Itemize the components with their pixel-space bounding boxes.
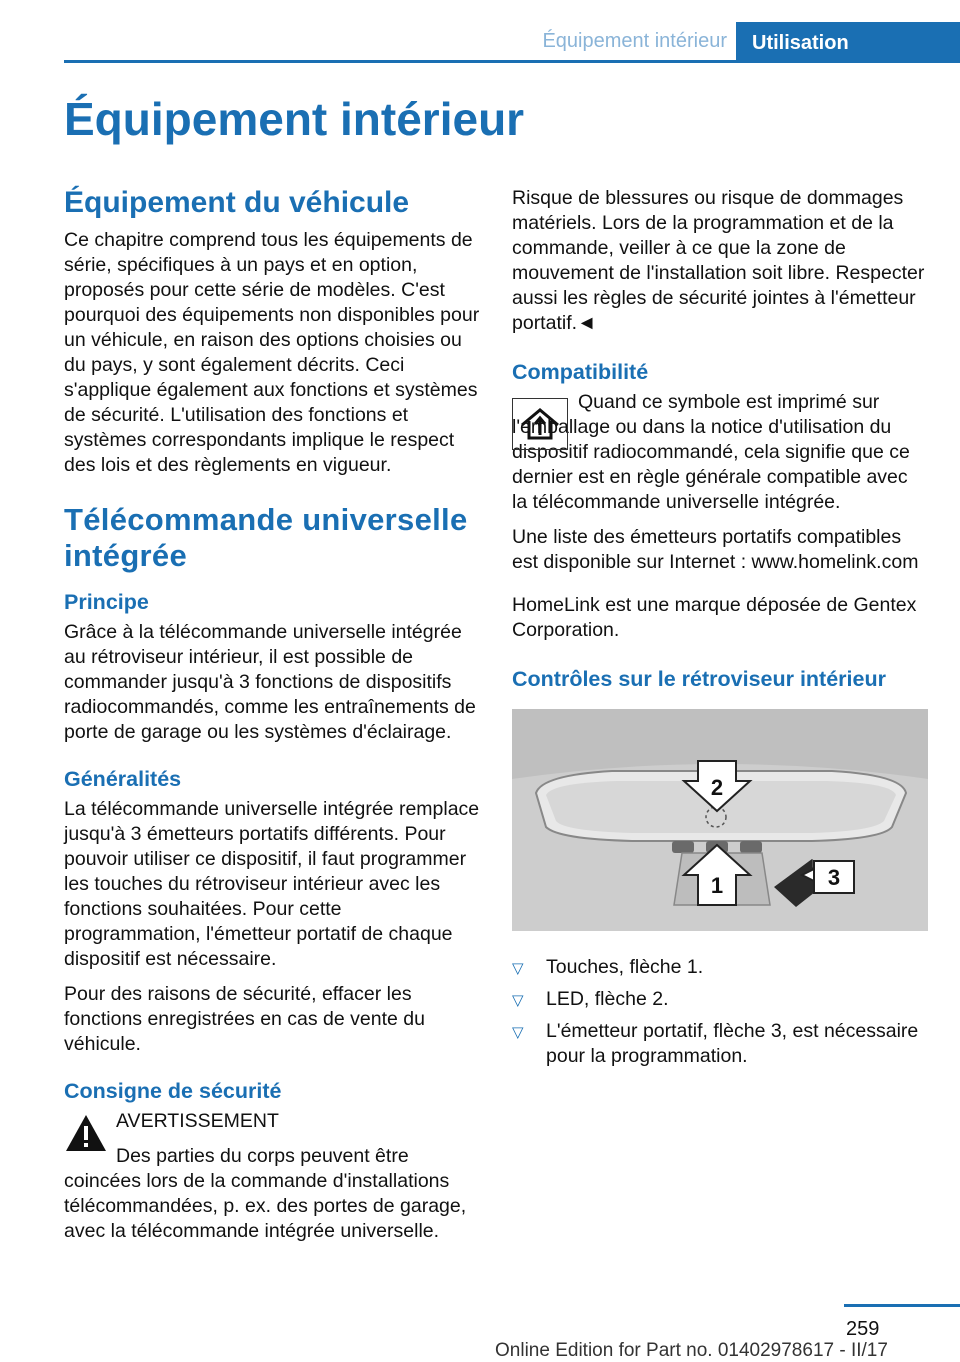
warning-text: Des parties du corps peuvent être coincées lors de la commande d'installations télécommandées, p. ex. des portes de garage, avec la télécommande intégrée universelle. (64, 1145, 467, 1242)
compat-list-text: Une liste des émetteurs portatifs compatibles est disponible sur Internet : www.homelink.com (512, 526, 919, 573)
compat-block (512, 390, 928, 515)
figure-label-1: 1 (710, 873, 724, 898)
trademark-text: HomeLink est une marque déposée de Gentex Corporation. (512, 594, 917, 641)
warning-continued-text: Risque de blessures ou risque de dommages matériels. Lors de la programmation et de la commande, veiller à ce que la zone de mouvement de l'installation soit libre. Respecter aussi les règles de sécurité jointes à l'émetteur portatif.◄ (512, 187, 925, 334)
controls-list (512, 955, 928, 1069)
principle-heading: Principe (64, 590, 149, 614)
general-text-2: Pour des raisons de sécurité, effacer les fonctions enregistrées en cas de vente du véhicule. (64, 983, 425, 1055)
warning-block (64, 1109, 480, 1134)
mirror-figure (512, 709, 928, 931)
warning-triangle-icon (64, 1113, 108, 1153)
page-number: 259 (846, 1318, 880, 1340)
compat-heading: Compatibilité (512, 360, 649, 384)
list-item (512, 987, 928, 1012)
header-section-tab: Équipement intérieur (542, 30, 727, 52)
header-rule (64, 60, 960, 63)
vehicle-equipment-heading: Équipement du véhicule (64, 186, 410, 219)
list-item-text: LED, flèche 2. (546, 988, 669, 1010)
list-item-text: Touches, flèche 1. (546, 956, 704, 978)
figure-label-2: 2 (710, 775, 724, 800)
list-item (512, 955, 928, 980)
general-text-1: La télécommande universelle intégrée remplace jusqu'à 3 émetteurs portatifs différents. Pour pouvoir utiliser ce dispositif, il faut programmer les touches du rétroviseur intérieur avec les fonctions souhaitées. Pour cette programmation, l'émetteur portatif de chaque dispositif est nécessaire. (64, 798, 480, 970)
warning-label: AVERTISSEMENT (116, 1110, 279, 1132)
triangle-bullet-icon: ▽ (512, 960, 524, 977)
safety-heading: Consigne de sécurité (64, 1079, 282, 1103)
edition-note: Online Edition for Part no. 01402978617 - II/17 (495, 1340, 888, 1361)
header-chapter-tab: Utilisation (736, 22, 960, 62)
figure-label-3: 3 (827, 865, 841, 890)
right-column (512, 186, 928, 1076)
list-item (512, 1019, 928, 1069)
compat-text: Quand ce symbole est imprimé sur l'emballage ou dans la notice d'utilisation du dispositif radiocommandé, cela signifie que ce dernier est en règle générale compatible avec la télécommande universelle intégrée. (512, 391, 910, 513)
controls-heading: Contrôles sur le rétroviseur intérieur (512, 667, 886, 691)
list-item-text: L'émetteur portatif, flèche 3, est nécessaire pour la programmation. (546, 1020, 919, 1067)
general-heading: Généralités (64, 767, 182, 791)
left-column (64, 186, 480, 1254)
footer-rule (844, 1304, 960, 1307)
remote-heading: Télécommande universelle intégrée (64, 502, 468, 573)
page-title: Équipement intérieur (64, 93, 525, 145)
principle-text: Grâce à la télécommande universelle intégrée au rétroviseur intérieur, il est possible de commander jusqu'à 3 fonctions de dispositifs radiocommandés, comme les entraînements de porte de garage ou les systèmes d'éclairage. (64, 621, 476, 743)
triangle-bullet-icon: ▽ (512, 992, 524, 1009)
triangle-bullet-icon: ▽ (512, 1024, 524, 1041)
vehicle-equipment-text: Ce chapitre comprend tous les équipements de série, spécifiques à un pays et en option, proposés pour cette série de modèles. C'est pourquoi des équipements non disponibles pour un véhicule, en raison des options choisies ou du pays, y sont également décrits. Ceci s'applique également aux fonctions et systèmes de sécurité. L'utilisation des fonctions et systèmes correspondants implique le respect des lois et des règlements en vigueur. (64, 229, 480, 476)
home-arrow-icon (512, 398, 568, 450)
